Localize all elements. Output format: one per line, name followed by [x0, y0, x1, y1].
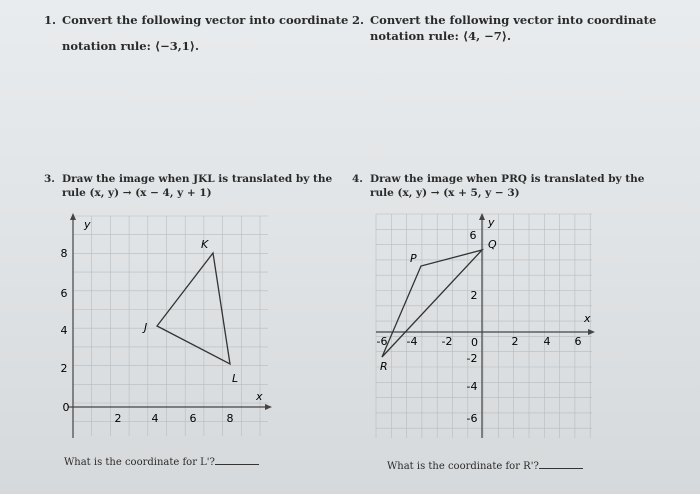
vertex-label-p: P: [410, 252, 417, 265]
grid-lines: [73, 216, 268, 436]
x-tick-label: 4: [151, 412, 159, 425]
x-tick-label: 6: [189, 412, 197, 425]
triangle-prq: [382, 250, 482, 357]
y-axis-label: y: [84, 218, 91, 231]
question-2: [352, 12, 656, 44]
coordinate-grid-q4: [374, 212, 594, 442]
x-tick-label: -2: [441, 335, 453, 348]
origin-label: 0: [62, 401, 70, 414]
question-text-line1: Draw the image when JKL is translated by the: [62, 173, 333, 185]
question-text-line2: rule (x, y) → (x − 4, y + 1): [62, 187, 212, 199]
question-text-line2: notation rule: ⟨−3,1⟩.: [62, 39, 200, 53]
y-tick-label: 2: [470, 289, 478, 302]
question-text-line2: notation rule: ⟨4, −7⟩.: [370, 29, 512, 43]
x-tick-label: -6: [376, 335, 388, 348]
coordinate-grid-q3: [58, 210, 278, 440]
x-axis-label: x: [584, 312, 591, 325]
vertex-label-j: J: [144, 321, 148, 334]
question-text-line1: Draw the image when PRQ is translated by the: [370, 173, 645, 185]
y-tick-label: -2: [466, 352, 478, 365]
question-number: 3.: [44, 173, 55, 185]
question-number: 4.: [352, 173, 363, 185]
vertex-label-r: R: [380, 360, 388, 373]
y-tick-label: 2: [60, 362, 68, 375]
x-tick-label: 2: [511, 335, 519, 348]
question-3: [44, 172, 332, 200]
answer-blank[interactable]: [539, 458, 583, 469]
x-tick-label: -4: [406, 335, 418, 348]
y-tick-label: -6: [466, 412, 478, 425]
prompt-text: What is the coordinate for L'?: [64, 457, 215, 468]
answer-prompt-q3: [64, 454, 259, 468]
y-tick-label: 6: [60, 287, 68, 300]
x-tick-label: 6: [574, 335, 582, 348]
axes: [376, 213, 595, 438]
y-tick-label: 4: [60, 324, 68, 337]
question-number: 1.: [44, 13, 57, 27]
grid-lines: [376, 214, 592, 438]
answer-prompt-q4: [387, 458, 583, 472]
question-text-line1: Convert the following vector into coordinate: [62, 13, 349, 27]
origin-label: 0: [471, 336, 478, 349]
x-axis-label: x: [256, 390, 263, 403]
x-tick-label: 8: [226, 412, 234, 425]
y-tick-label: -4: [466, 380, 478, 393]
vertex-label-k: K: [201, 238, 209, 251]
prompt-text: What is the coordinate for R'?: [387, 461, 539, 472]
y-tick-label: 6: [469, 229, 477, 242]
answer-blank[interactable]: [215, 454, 259, 465]
y-axis-label: y: [488, 216, 495, 229]
question-4: [352, 172, 644, 200]
y-tick-label: 8: [60, 247, 68, 260]
triangle-jkl: [157, 253, 230, 364]
question-number: 2.: [352, 13, 365, 27]
question-1: [44, 12, 348, 54]
question-text-line1: Convert the following vector into coordinate: [370, 13, 657, 27]
vertex-label-q: Q: [488, 238, 497, 251]
question-text-line2: rule (x, y) → (x + 5, y − 3): [370, 187, 520, 199]
x-tick-label: 2: [114, 412, 122, 425]
vertex-label-l: L: [232, 372, 239, 385]
x-tick-label: 4: [543, 335, 551, 348]
